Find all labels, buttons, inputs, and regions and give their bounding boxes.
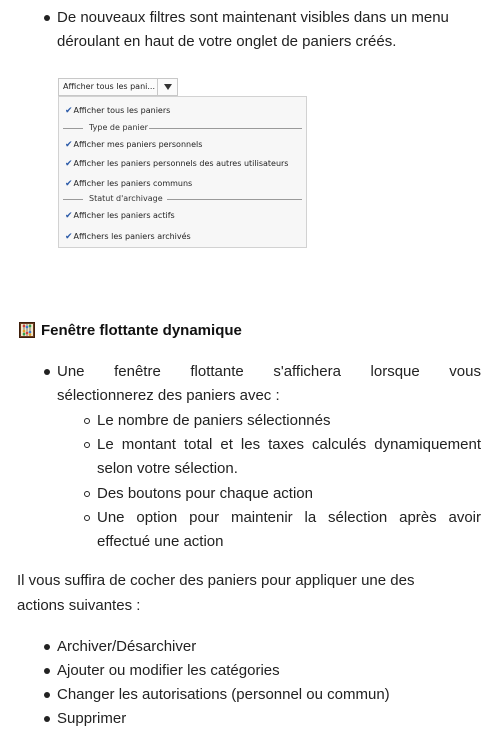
bullet bbox=[44, 644, 50, 650]
section-heading bbox=[19, 320, 242, 342]
menu-group-archive-status bbox=[63, 194, 302, 204]
menu-item-common-baskets[interactable] bbox=[65, 179, 192, 189]
menu-item-label: Afficher les paniers personnels des autres utilisateurs bbox=[73, 159, 289, 168]
dropdown-menu bbox=[58, 96, 307, 248]
dropdown-selected-value: Afficher tous les pani... bbox=[63, 82, 155, 91]
sub-bullet bbox=[84, 442, 90, 448]
floating-text-line2: sélectionnerez des paniers avec : bbox=[57, 387, 280, 404]
check-icon: ✔ bbox=[65, 179, 73, 189]
sub-bullet bbox=[84, 491, 90, 497]
sub-item-keep-selection-line1: Une option pour maintenir la sélection après avoir bbox=[97, 509, 481, 526]
dropdown-divider bbox=[157, 79, 158, 95]
divider bbox=[63, 128, 83, 129]
chevron-down-icon[interactable] bbox=[164, 84, 172, 90]
menu-item-label: Afficher mes paniers personnels bbox=[73, 140, 203, 149]
menu-item-label: Afficher les paniers communs bbox=[73, 179, 193, 188]
sub-item-keep-selection-line2: effectué une action bbox=[97, 533, 224, 550]
menu-group-basket-type bbox=[63, 123, 302, 133]
sub-bullet bbox=[84, 515, 90, 521]
section-title: Fenêtre flottante dynamique bbox=[41, 322, 242, 339]
menu-item-archived-baskets[interactable] bbox=[65, 232, 191, 242]
check-icon: ✔ bbox=[65, 106, 73, 116]
divider bbox=[149, 128, 302, 129]
check-icon: ✔ bbox=[65, 159, 73, 169]
sub-item-total-line2: selon votre sélection. bbox=[97, 460, 238, 477]
sub-item-count: Le nombre de paniers sélectionnés bbox=[97, 412, 331, 429]
intro-text-line2: déroulant en haut de votre onglet de paniers créés. bbox=[57, 33, 397, 50]
paragraph-line1: Il vous suffira de cocher des paniers pour appliquer une des bbox=[17, 572, 415, 589]
menu-group-label: Statut d'archivage bbox=[89, 194, 163, 203]
divider bbox=[167, 199, 302, 200]
bullet bbox=[44, 668, 50, 674]
menu-group-label: Type de panier bbox=[89, 123, 148, 132]
action-permissions: Changer les autorisations (personnel ou commun) bbox=[57, 686, 390, 703]
menu-item-label: Afficher tous les paniers bbox=[73, 106, 171, 115]
sub-item-total-line1: Le montant total et les taxes calculés dynamiquement bbox=[97, 436, 481, 453]
menu-item-label: Affichers les paniers archivés bbox=[73, 232, 191, 241]
bullet bbox=[44, 716, 50, 722]
sub-item-buttons: Des boutons pour chaque action bbox=[97, 485, 313, 502]
check-icon: ✔ bbox=[65, 232, 73, 242]
sub-bullet bbox=[84, 418, 90, 424]
basket-filter-dropdown[interactable] bbox=[58, 78, 178, 96]
check-icon: ✔ bbox=[65, 211, 73, 221]
abacus-icon bbox=[19, 322, 35, 338]
menu-item-label: Afficher les paniers actifs bbox=[73, 211, 175, 220]
menu-item-active-baskets[interactable] bbox=[65, 211, 175, 221]
menu-item-all-baskets[interactable] bbox=[65, 106, 170, 116]
floating-text-line1: Une fenêtre flottante s'affichera lorsque vous bbox=[57, 363, 481, 380]
bullet bbox=[44, 15, 50, 21]
bullet bbox=[44, 692, 50, 698]
check-icon: ✔ bbox=[65, 140, 73, 150]
action-categories: Ajouter ou modifier les catégories bbox=[57, 662, 280, 679]
intro-text-line1: De nouveaux filtres sont maintenant visibles dans un menu bbox=[57, 9, 449, 26]
menu-item-my-baskets[interactable] bbox=[65, 140, 202, 150]
divider bbox=[63, 199, 83, 200]
paragraph-line2: actions suivantes : bbox=[17, 597, 141, 614]
action-archive: Archiver/Désarchiver bbox=[57, 638, 197, 655]
action-delete: Supprimer bbox=[57, 710, 127, 727]
menu-item-others-baskets[interactable] bbox=[65, 159, 288, 169]
bullet bbox=[44, 369, 50, 375]
